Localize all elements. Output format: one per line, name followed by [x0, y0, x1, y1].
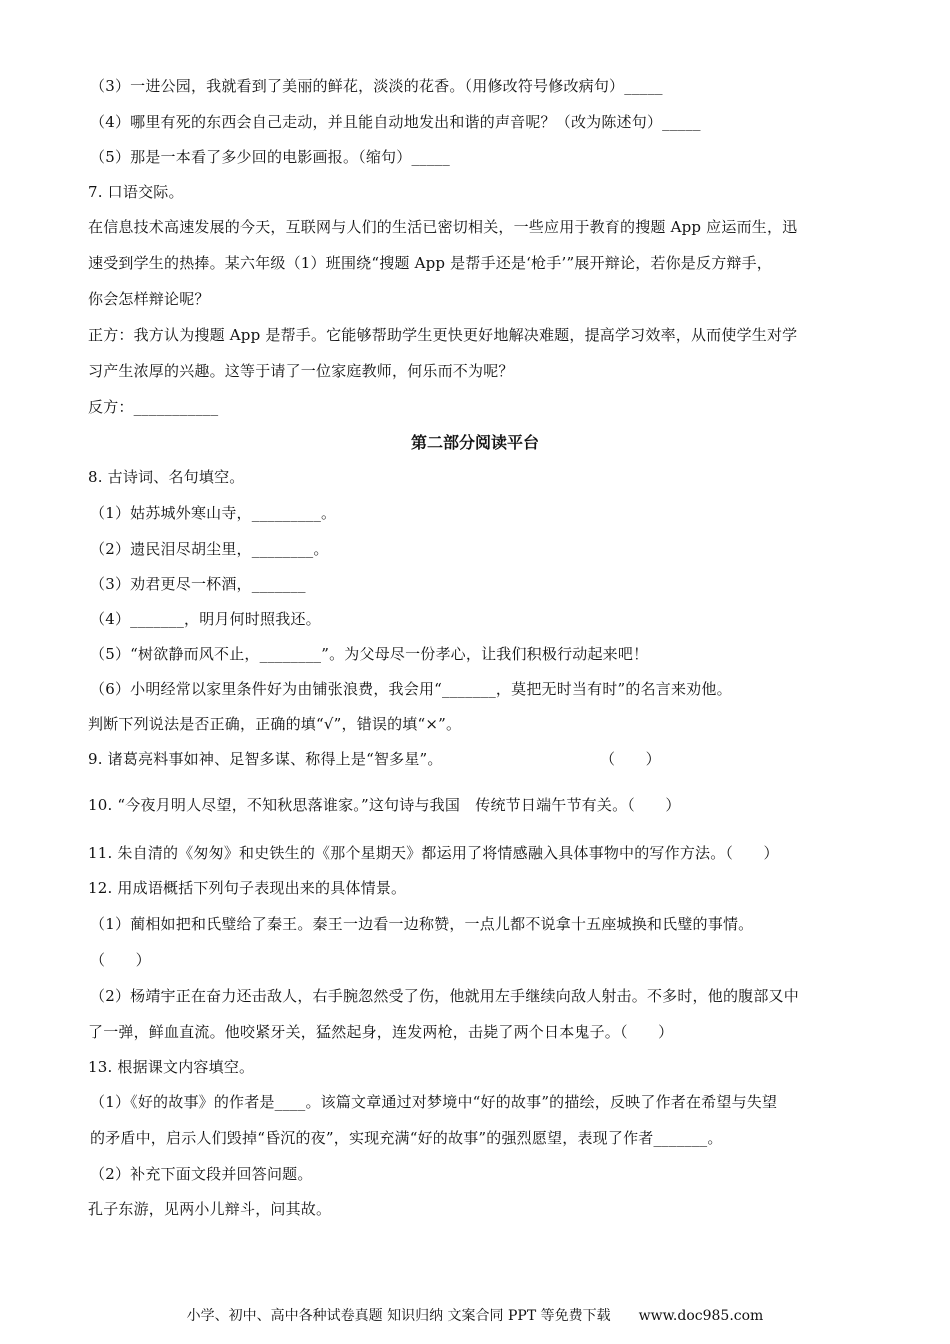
q13-item-2: （2）补充下面文段并回答问题。 [90, 1165, 313, 1183]
q8-title: 8. 古诗词、名句填空。 [88, 468, 245, 486]
q12-item-2-line-2: 了一弹，鲜血直流。他咬紧牙关，猛然起身，连发两枪，击毙了两个日本鬼子。（ ） [88, 1023, 674, 1041]
section-heading: 第二部分阅读平台 [410, 433, 539, 452]
q7-prompt-line-3: 你会怎样辩论呢？ [88, 290, 210, 308]
q12-title: 12. 用成语概括下列句子表现出来的具体情景。 [88, 879, 407, 897]
q8-item-5: （5）“树欲静而风不止，________”。为父母尽一份孝心，让我们积极行动起来吧！ [90, 645, 649, 663]
q13-item-1-line-1: （1）《好的故事》的作者是____。该篇文章通过对梦境中“好的故事”的描绘，反映了作者在希望与失望 [90, 1093, 778, 1111]
judge-instruction: 判断下列说法是否正确，正确的填“√”，错误的填“×”。 [88, 715, 462, 733]
q9-answer-blank: （ ） [600, 750, 661, 768]
q6-item-3: （3）一进公园，我就看到了美丽的鲜花，淡淡的花香。（用修改符号修改病句）_____ [90, 77, 663, 95]
q8-item-4: （4）_______，明月何时照我还。 [90, 610, 321, 628]
q7-title: 7. 口语交际。 [88, 183, 184, 201]
q13-passage: 孔子东游，见两小儿辩斗，问其故。 [88, 1200, 332, 1218]
q7-prompt-line-1: 在信息技术高速发展的今天，互联网与人们的生活已密切相关，一些应用于教育的搜题 App 应运而生，迅 [88, 218, 798, 236]
q6-item-5: （5）那是一本看了多少回的电影画报。（缩句）_____ [90, 148, 450, 166]
q12-item-1-blank: （ ） [90, 951, 151, 969]
q7-con-answer: 反方：___________ [88, 398, 219, 416]
q7-pro-line-1: 正方：我方认为搜题 App 是帮手。它能够帮助学生更快更好地解决难题，提高学习效率，从而使学生对学 [88, 326, 798, 344]
q11-text: 11. 朱自清的《匆匆》和史铁生的《那个星期天》都运用了将情感融入具体事物中的写作方法。（ ） [88, 844, 779, 862]
q13-title: 13. 根据课文内容填空。 [88, 1058, 255, 1076]
q12-item-2-line-1: （2）杨靖宇正在奋力还击敌人，右手腕忽然受了伤，他就用左手继续向敌人射击。不多时，他的腹部又中 [90, 987, 799, 1005]
q9-text: 9. 诸葛亮料事如神、足智多谋、称得上是“智多星”。 [88, 750, 443, 768]
q8-item-6: （6）小明经常以家里条件好为由铺张浪费，我会用“_______，莫把无时当有时”的名言来劝他。 [90, 680, 732, 698]
q12-item-1-line-1: （1）蔺相如把和氏璧给了秦王。秦王一边看一边称赞，一点儿都不说拿十五座城换和氏璧的事情。 [90, 915, 754, 933]
q8-item-1: （1）姑苏城外寒山寺，_________。 [90, 504, 337, 522]
q8-item-2: （2）遗民泪尽胡尘里，________。 [90, 540, 329, 558]
q8-item-3: （3）劝君更尽一杯酒，_______ [90, 575, 306, 593]
q13-item-1-line-2: 的矛盾中，启示人们毁掉“昏沉的夜”，实现充满“好的故事”的强烈愿望，表现了作者_______。 [90, 1129, 723, 1147]
q10-text: 10. “今夜月明人尽望，不知秋思落谁家。”这句诗与我国 传统节日端午节有关。（ ） [88, 796, 681, 814]
q6-item-4: （4）哪里有死的东西会自己走动，并且能自动地发出和谐的声音呢？（改为陈述句）_____ [90, 113, 701, 131]
q7-prompt-line-2: 速受到学生的热捧。某六年级（1）班围绕“搜题 App 是帮手还是‘枪手’”展开辩论，若你是反方辩手， [88, 254, 772, 272]
q7-pro-line-2: 习产生浓厚的兴趣。这等于请了一位家庭教师，何乐而不为呢？ [88, 362, 514, 380]
page-footer: 小学、初中、高中各种试卷真题 知识归纳 文案合同 PPT 等免费下载 www.doc985.com [186, 1308, 764, 1324]
